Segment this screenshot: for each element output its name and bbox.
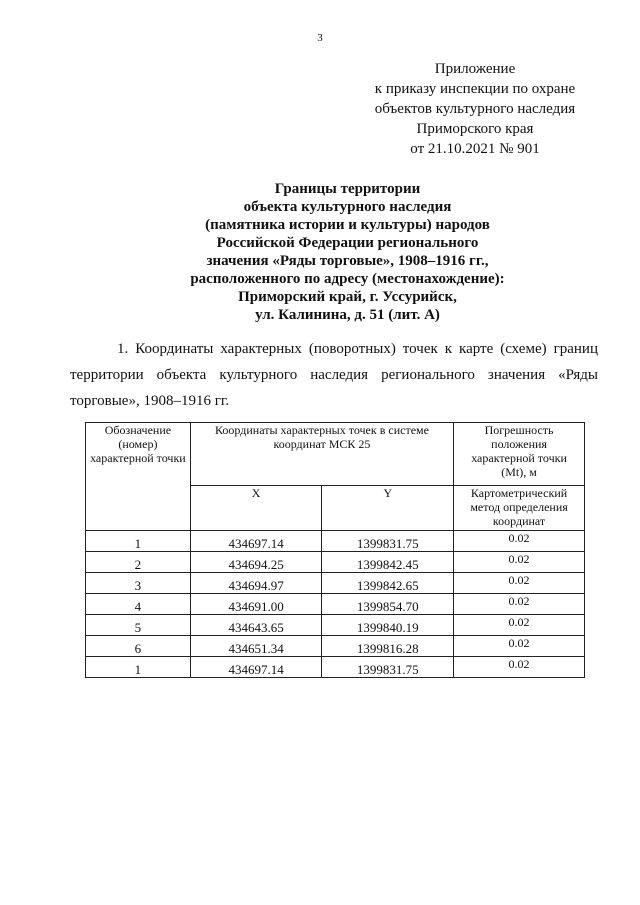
error-value: 0.02 xyxy=(454,636,585,657)
x-coordinate: 434697.14 xyxy=(190,657,322,678)
point-number: 2 xyxy=(86,552,191,573)
point-number: 1 xyxy=(86,531,191,552)
y-coordinate: 1399831.75 xyxy=(322,657,454,678)
y-coordinate: 1399854.70 xyxy=(322,594,454,615)
appendix-line: к приказу инспекции по охране xyxy=(374,81,576,97)
table-header-row xyxy=(86,423,585,486)
title-line: значения «Ряды торговые», 1908–1916 гг., xyxy=(206,253,489,269)
x-coordinate: 434694.25 xyxy=(190,552,322,573)
error-value: 0.02 xyxy=(454,594,585,615)
point-number: 1 xyxy=(86,657,191,678)
header-coordinates: Координаты характерных точек в системе координат МСК 25 xyxy=(190,423,453,486)
y-coordinate: 1399831.75 xyxy=(322,531,454,552)
y-coordinate: 1399842.45 xyxy=(322,552,454,573)
title-line: Российской Федерации регионального xyxy=(216,235,479,251)
error-value: 0.02 xyxy=(454,615,585,636)
page-number: 3 xyxy=(317,32,323,44)
table-row xyxy=(86,594,585,615)
document-title xyxy=(150,180,545,324)
title-line: Приморский край, г. Уссурийск, xyxy=(238,289,457,305)
header-method: Картометрический метод определения координат xyxy=(454,486,585,531)
table-row xyxy=(86,615,585,636)
point-number: 3 xyxy=(86,573,191,594)
x-coordinate: 434691.00 xyxy=(190,594,322,615)
point-number: 4 xyxy=(86,594,191,615)
appendix-line: Приложение xyxy=(434,61,516,77)
header-error: Погрешность положения характерной точки (Mt), м xyxy=(454,423,585,486)
table-row xyxy=(86,531,585,552)
error-value: 0.02 xyxy=(454,552,585,573)
table-row xyxy=(86,552,585,573)
y-coordinate: 1399840.19 xyxy=(322,615,454,636)
x-coordinate: 434651.34 xyxy=(190,636,322,657)
x-coordinate: 434697.14 xyxy=(190,531,322,552)
header-designation: Обозначение (номер) характерной точки xyxy=(86,423,191,531)
appendix-line: от 21.10.2021 № 901 xyxy=(410,141,540,157)
y-coordinate: 1399816.28 xyxy=(322,636,454,657)
appendix-line: объектов культурного наследия xyxy=(374,101,576,117)
header-x: X xyxy=(190,486,322,531)
title-line: объекта культурного наследия xyxy=(243,199,452,215)
point-number: 6 xyxy=(86,636,191,657)
appendix-block xyxy=(340,59,610,159)
error-value: 0.02 xyxy=(454,657,585,678)
x-coordinate: 434694.97 xyxy=(190,573,322,594)
point-number: 5 xyxy=(86,615,191,636)
table-row xyxy=(86,657,585,678)
table-row xyxy=(86,636,585,657)
title-line: расположенного по адресу (местонахождение): xyxy=(190,271,505,287)
y-coordinate: 1399842.65 xyxy=(322,573,454,594)
title-line: (памятника истории и культуры) народов xyxy=(205,217,490,233)
error-value: 0.02 xyxy=(454,531,585,552)
title-line: ул. Калинина, д. 51 (лит. А) xyxy=(255,307,440,323)
title-line: Границы территории xyxy=(274,181,421,197)
coordinates-table xyxy=(85,422,585,678)
table-row xyxy=(86,573,585,594)
header-y: Y xyxy=(322,486,454,531)
appendix-line: Приморского края xyxy=(416,121,534,137)
coordinates-paragraph: 1. Координаты характерных (поворотных) точек к карте (схеме) границ территории объекта культурного наследия регионального значения «Ряды торговые», 1908–1916 гг. xyxy=(70,341,598,409)
x-coordinate: 434643.65 xyxy=(190,615,322,636)
error-value: 0.02 xyxy=(454,573,585,594)
